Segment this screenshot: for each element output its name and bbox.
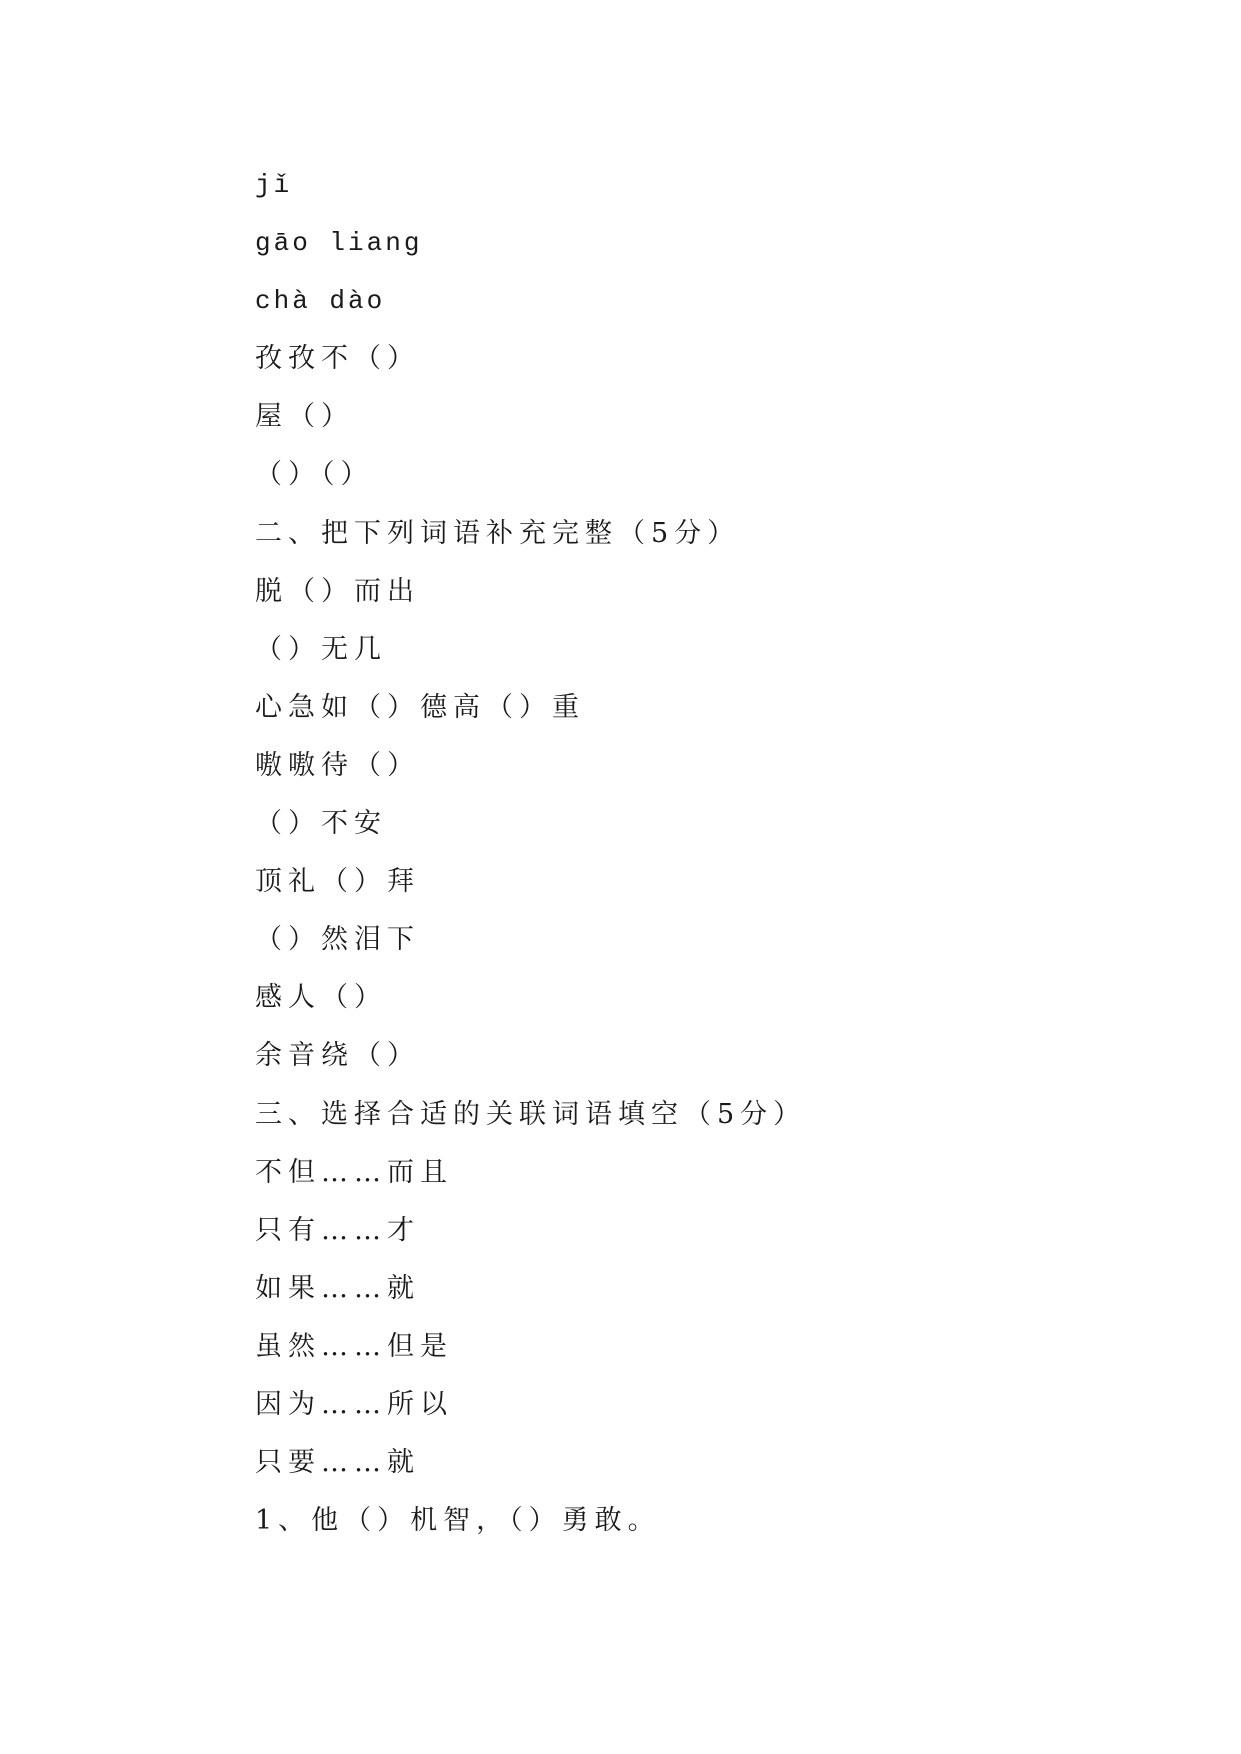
conjunction-option: 虽然……但是: [255, 1331, 453, 1362]
idiom-blank-tuoer: 脱（）而出: [255, 576, 420, 607]
idiom-blank-yuyin: 余音绕（）: [255, 1040, 420, 1071]
idiom-blank-dingli: 顶礼（）拜: [255, 866, 420, 897]
conjunction-option: 因为……所以: [255, 1389, 453, 1420]
pinyin-gaoliang: gāo liang: [255, 228, 423, 258]
conjunction-option: 如果……就: [255, 1273, 420, 1304]
pinyin-chadao: chà dào: [255, 286, 386, 316]
question-one: 1、他（）机智，（）勇敢。: [255, 1505, 661, 1536]
idiom-blank-zizibu: 孜孜不（）: [255, 343, 420, 374]
idiom-blank-buan: （）不安: [255, 808, 387, 839]
pinyin-ji: jǐ: [255, 170, 293, 200]
conjunction-option: 不但……而且: [255, 1157, 453, 1188]
word-blank-wu: 屋（）: [255, 401, 354, 432]
idiom-blank-leixia: （）然泪下: [255, 924, 420, 955]
idiom-blank-aoao: 嗷嗷待（）: [255, 750, 420, 781]
conjunction-option: 只有……才: [255, 1215, 420, 1246]
idiom-blank-ganren: 感人（）: [255, 982, 387, 1013]
conjunction-option: 只要……就: [255, 1447, 420, 1478]
word-blank-pair: （）（）: [255, 459, 374, 490]
section-three-heading: 三、选择合适的关联词语填空（5分）: [255, 1099, 807, 1130]
idiom-blank-wuji: （）无几: [255, 634, 387, 665]
idiom-blank-xinjiru: 心急如（）德高（）重: [255, 692, 585, 723]
section-two-heading: 二、把下列词语补充完整（5分）: [255, 518, 741, 549]
